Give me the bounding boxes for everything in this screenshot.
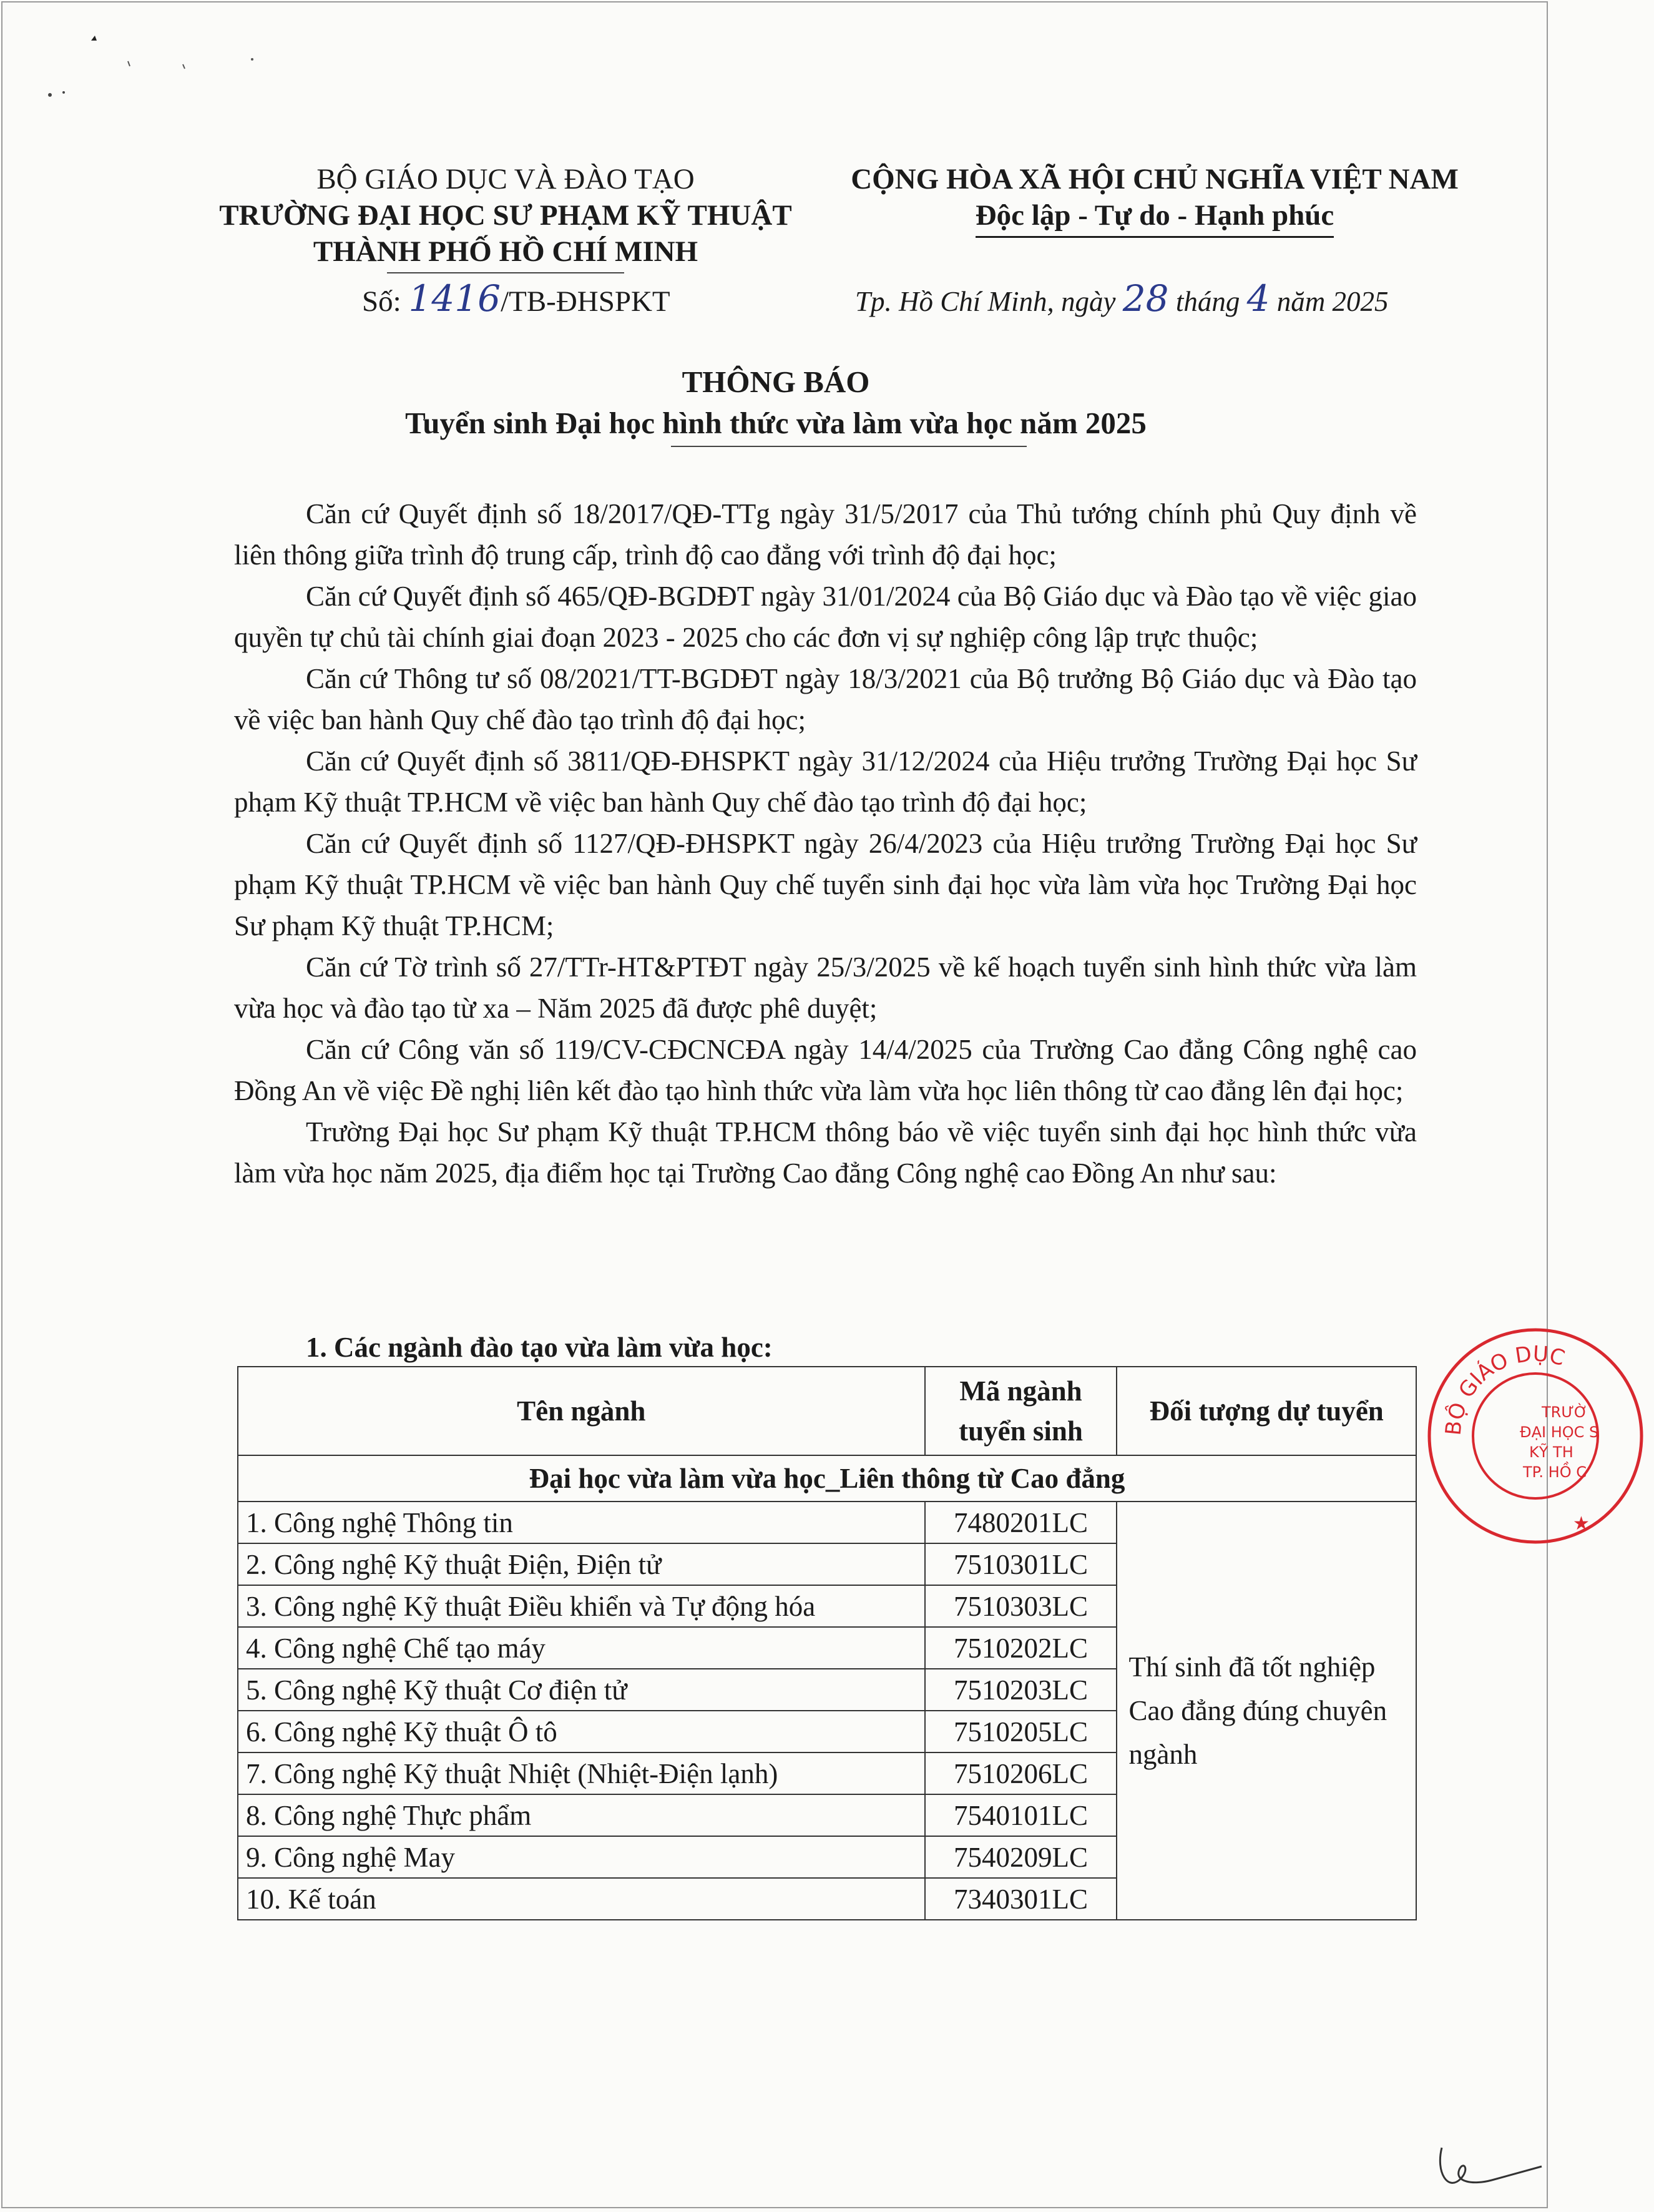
major-code: 7510206LC <box>925 1752 1117 1794</box>
republic-name: CỘNG HÒA XÃ HỘI CHỦ NGHĨA VIỆT NAM <box>851 163 1459 195</box>
paragraph: Căn cứ Tờ trình số 27/TTr-HT&PTĐT ngày 25/3/2025 về kế hoạch tuyển sinh hình thức vừa làm vừa học và đào tạo từ xa – Năm 2025 đã được phê duyệt; <box>234 951 1417 1024</box>
document-number-prefix: Số: <box>362 285 409 318</box>
seal-graphic <box>1417 1317 1654 1555</box>
seal-star-icon: ★ <box>1573 1513 1590 1535</box>
paragraph: Căn cứ Công văn số 119/CV-CĐCNCĐA ngày 14/4/2025 của Trường Cao đẳng Công nghệ cao Đồng An về việc Đề nghị liên kết đào tạo hình thức vừa làm vừa học liên thông từ cao đẳng lên đại học; <box>234 1034 1417 1106</box>
seal-line: TP. HỒ C <box>1523 1463 1587 1481</box>
subtitle-underline <box>671 446 1027 447</box>
svg-text:BỘ GIÁO DỤC <box>1441 1342 1568 1437</box>
republic-header <box>818 161 1492 238</box>
university-name-line1: TRƯỜNG ĐẠI HỌC SƯ PHẠM KỸ THUẬT <box>219 199 792 232</box>
major-code: 7510205LC <box>925 1711 1117 1752</box>
document-body <box>234 493 1417 1194</box>
document-title: THÔNG BÁO <box>682 365 870 399</box>
date-prefix: Tp. Hồ Chí Minh, ngày <box>855 286 1123 317</box>
official-seal <box>1417 1317 1654 1555</box>
major-code: 7540209LC <box>925 1836 1117 1878</box>
header-eligibility: Đối tượng dự tuyển <box>1117 1367 1416 1455</box>
section-heading: 1. Các ngành đào tạo vừa làm vừa học: <box>306 1332 773 1363</box>
university-name-line2: THÀNH PHỐ HỒ CHÍ MINH <box>313 235 698 268</box>
initials-scribble <box>1436 2123 1548 2198</box>
major-name: 7. Công nghệ Kỹ thuật Nhiệt (Nhiệt-Điện lạnh) <box>238 1752 925 1794</box>
paragraph: Căn cứ Thông tư số 08/2021/TT-BGDĐT ngày 18/3/2021 của Bộ trưởng Bộ Giáo dục và Đào tạo về việc ban hành Quy chế đào tạo trình độ đại học; <box>234 663 1417 735</box>
date-month-handwritten: 4 <box>1246 277 1270 320</box>
major-code: 7510203LC <box>925 1669 1117 1711</box>
issuer-header <box>187 161 824 270</box>
major-name: 4. Công nghệ Chế tạo máy <box>238 1627 925 1669</box>
seal-line: ĐẠI HỌC S <box>1520 1423 1599 1441</box>
scan-speckles <box>0 0 312 125</box>
header-major-name: Tên ngành <box>238 1367 925 1455</box>
paragraph: Căn cứ Quyết định số 465/QĐ-BGDĐT ngày 31/01/2024 của Bộ Giáo dục và Đào tạo về việc giao quyền tự chủ tài chính giai đoạn 2023 - 2025 cho các đơn vị sự nghiệp công lập trực thuộc; <box>234 581 1417 653</box>
major-name: 6. Công nghệ Kỹ thuật Ô tô <box>238 1711 925 1752</box>
document-number-suffix: /TB-ĐHSPKT <box>501 285 670 318</box>
paragraph: Căn cứ Quyết định số 1127/QĐ-ĐHSPKT ngày 26/4/2023 của Hiệu trưởng Trường Đại học Sư phạm Kỹ thuật TP.HCM về việc ban hành Quy chế tuyển sinh đại học vừa làm vừa học Trường Đại học Sư phạm Kỹ thuật TP.HCM; <box>234 828 1417 941</box>
group-label: Đại học vừa làm vừa học_Liên thông từ Cao đẳng <box>238 1455 1416 1502</box>
major-code: 7510303LC <box>925 1585 1117 1627</box>
date-year-label: năm 2025 <box>1270 286 1389 317</box>
header-divider <box>387 272 624 273</box>
seal-arc-text: BỘ GIÁO DỤC <box>1441 1341 1568 1437</box>
major-code: 7540101LC <box>925 1794 1117 1836</box>
paragraph: Căn cứ Quyết định số 18/2017/QĐ-TTg ngày 31/5/2017 của Thủ tướng chính phủ Quy định về liên thông giữa trình độ trung cấp, trình độ cao đẳng với trình độ đại học; <box>234 498 1417 571</box>
major-name: 8. Công nghệ Thực phẩm <box>238 1794 925 1836</box>
eligibility-cell: Thí sinh đã tốt nghiệp Cao đẳng đúng chuyên ngành <box>1117 1502 1416 1920</box>
major-name: 1. Công nghệ Thông tin <box>238 1502 925 1543</box>
date-day-handwritten: 28 <box>1122 277 1169 320</box>
major-name: 5. Công nghệ Kỹ thuật Cơ điện tử <box>238 1669 925 1711</box>
seal-line: KỸ TH <box>1529 1443 1573 1461</box>
major-code: 7340301LC <box>925 1878 1117 1920</box>
seal-line: TRƯỜ <box>1542 1403 1588 1421</box>
major-name: 9. Công nghệ May <box>238 1836 925 1878</box>
major-name: 2. Công nghệ Kỹ thuật Điện, Điện tử <box>238 1543 925 1585</box>
table-header-row <box>238 1367 1416 1455</box>
major-name: 10. Kế toán <box>238 1878 925 1920</box>
paragraph: Căn cứ Quyết định số 3811/QĐ-ĐHSPKT ngày 31/12/2024 của Hiệu trưởng Trường Đại học Sư phạm Kỹ thuật TP.HCM về việc ban hành Quy chế đào tạo trình độ đại học; <box>234 745 1417 818</box>
major-name: 3. Công nghệ Kỹ thuật Điều khiển và Tự động hóa <box>238 1585 925 1627</box>
major-code: 7480201LC <box>925 1502 1117 1543</box>
major-code: 7510301LC <box>925 1543 1117 1585</box>
document-number-handwritten: 1416 <box>408 277 501 320</box>
document-number <box>362 277 670 320</box>
table-row <box>238 1502 1416 1543</box>
paragraph: Trường Đại học Sư phạm Kỹ thuật TP.HCM thông báo về việc tuyển sinh đại học hình thức vừa làm vừa học năm 2025, địa điểm học tại Trường Cao đẳng Công nghệ cao Đồng An như sau: <box>234 1116 1417 1189</box>
document-date <box>855 277 1389 320</box>
document-subtitle: Tuyển sinh Đại học hình thức vừa làm vừa học năm 2025 <box>405 406 1147 440</box>
date-month-label: tháng <box>1168 286 1247 317</box>
table-group-row <box>238 1455 1416 1502</box>
majors-table <box>237 1366 1417 1920</box>
ministry-name: BỘ GIÁO DỤC VÀ ĐÀO TẠO <box>316 163 695 195</box>
major-code: 7510202LC <box>925 1627 1117 1669</box>
header-major-code: Mã ngành tuyển sinh <box>925 1367 1117 1455</box>
national-motto: Độc lập - Tự do - Hạnh phúc <box>976 197 1334 238</box>
